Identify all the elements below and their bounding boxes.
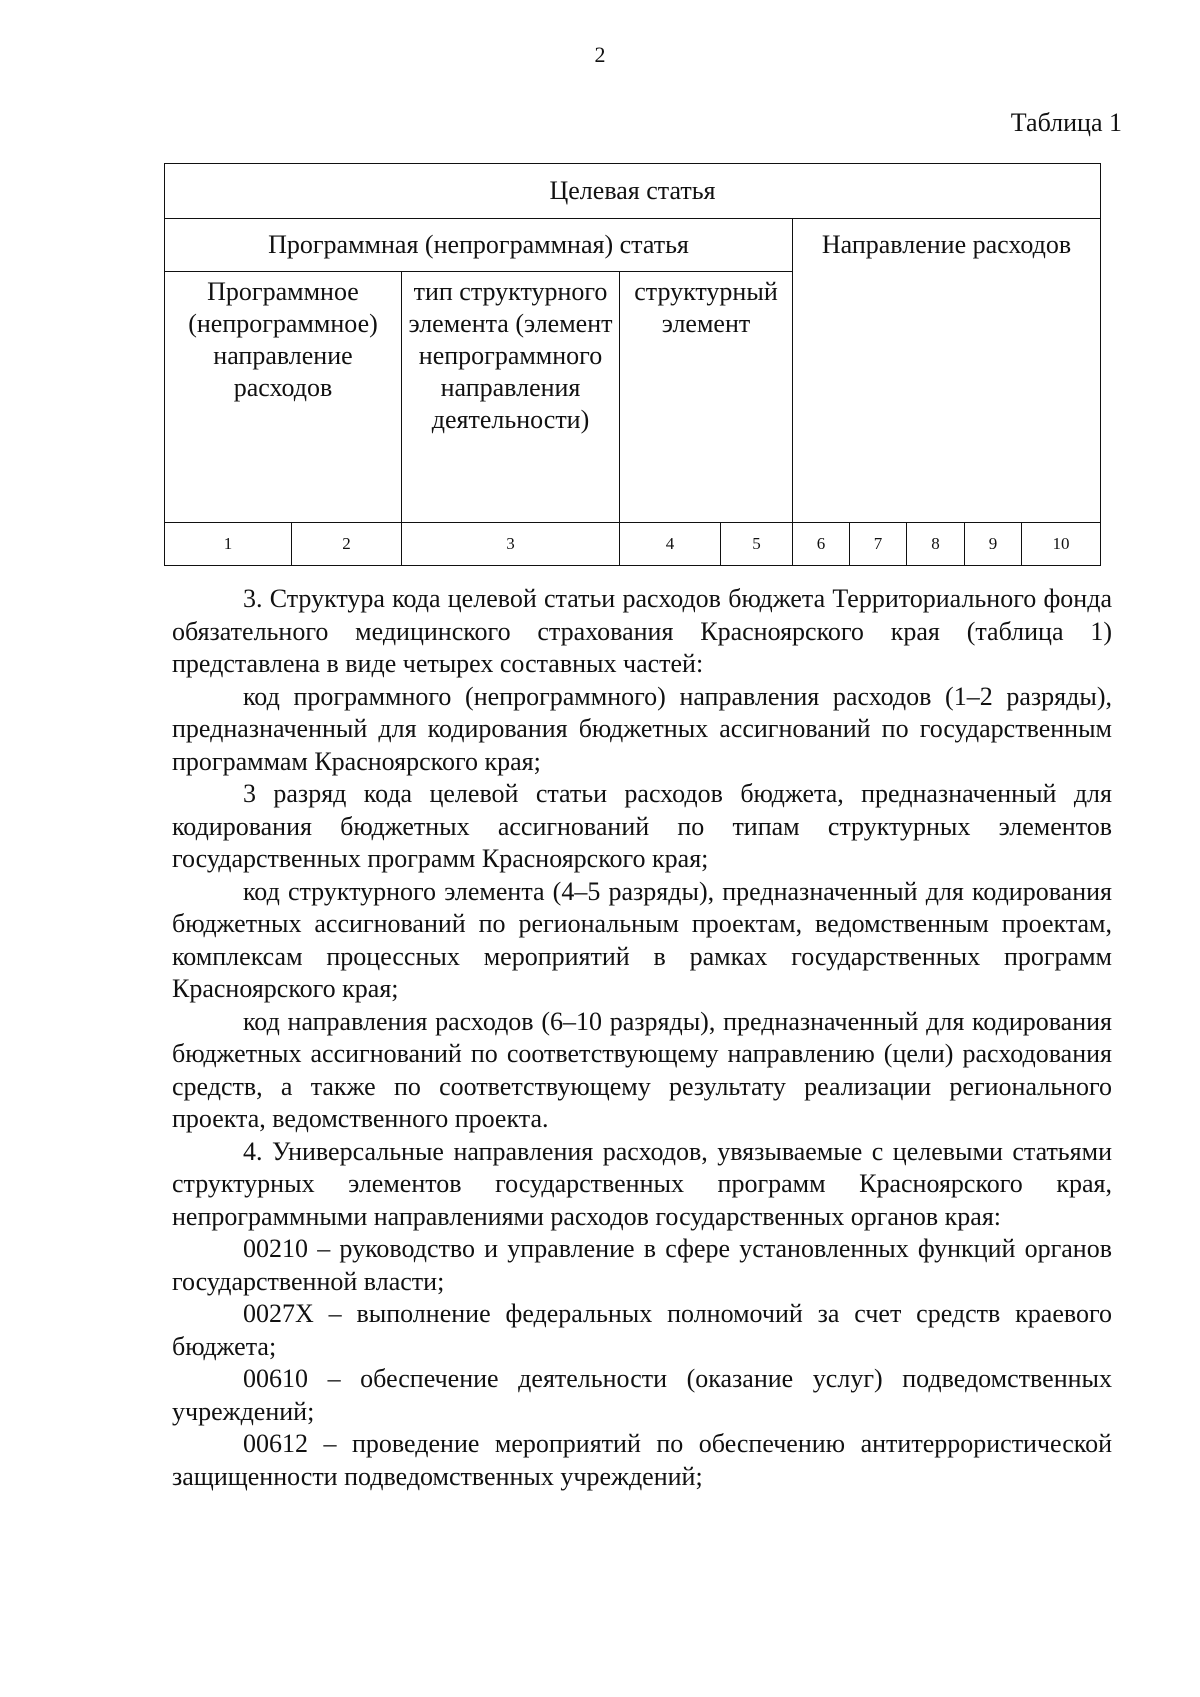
table-header-target-article: Целевая статья <box>165 164 1101 219</box>
document-body <box>172 583 1112 1493</box>
paragraph-universal-directions: 4. Универсальные направления расходов, увязываемые с целевыми статьями структурных элементов государственных программ Красноярского края, непрограммными направлениями расходов государственных органов края: <box>172 1136 1112 1231</box>
paragraph-structure-intro: 3. Структура кода целевой статьи расходов бюджета Территориального фонда обязательного медицинского страхования Красноярского края (таблица 1) представлена в виде четырех составных частей: <box>172 584 1112 678</box>
expense-direction-label: Направление расходов <box>821 230 1072 259</box>
paragraph-expense-direction-code: код направления расходов (6–10 разряды), предназначенный для кодирования бюджетных ассигнований по соответствующему направлению (цели) расходования средств, а также по соответствующему результату реализации регионального проекта, ведомственного проекта. <box>172 1006 1112 1133</box>
digit-cell: 9 <box>965 523 1022 566</box>
table-col-structural-element: структурный элемент <box>620 272 793 523</box>
page-number: 2 <box>594 42 606 67</box>
digit-cell: 8 <box>907 523 965 566</box>
paragraph-code-00612: 00612 – проведение мероприятий по обеспечению антитеррористической защищенности подведомственных учреждений; <box>172 1429 1112 1491</box>
digit-cell: 2 <box>292 523 402 566</box>
paragraph-code-00610: 00610 – обеспечение деятельности (оказание услуг) подведомственных учреждений; <box>172 1364 1112 1426</box>
digit-cell: 6 <box>793 523 850 566</box>
table-col-structural-type: тип структурного элемента (элемент непрограммного направления деятельности) <box>402 272 620 523</box>
digit-cell: 3 <box>402 523 620 566</box>
paragraph-program-code: код программного (непрограммного) направления расходов (1–2 разряды), предназначенный для кодирования бюджетных ассигнований по государственным программам Красноярского края; <box>172 681 1112 776</box>
digit-cell: 4 <box>620 523 721 566</box>
target-article-code-table <box>164 163 1101 566</box>
paragraph-structural-element-code: код структурного элемента (4–5 разряды), предназначенный для кодирования бюджетных ассигнований по региональным проектам, ведомственным проектам, комплексам процессных мероприятий в рамках государственных программ Красноярского края; <box>172 876 1112 1003</box>
paragraph-code-0027x: 0027Х – выполнение федеральных полномочий за счет средств краевого бюджета; <box>172 1299 1112 1361</box>
table-header-expense-direction <box>793 219 1101 523</box>
table-caption: Таблица 1 <box>1010 108 1122 137</box>
paragraph-code-00210: 00210 – руководство и управление в сфере установленных функций органов государственной власти; <box>172 1234 1112 1296</box>
table-header-program-article: Программная (непрограммная) статья <box>165 219 793 272</box>
table-col-program-direction: Программное (непрограммное) направление расходов <box>165 272 402 523</box>
paragraph-digit-3: 3 разряд кода целевой статьи расходов бюджета, предназначенный для кодирования бюджетных ассигнований по типам структурных элементов государственных программ Красноярского края; <box>172 779 1112 873</box>
digit-cell: 10 <box>1022 523 1101 566</box>
digit-cell: 1 <box>165 523 292 566</box>
digit-cell: 7 <box>850 523 907 566</box>
digit-cell: 5 <box>721 523 793 566</box>
